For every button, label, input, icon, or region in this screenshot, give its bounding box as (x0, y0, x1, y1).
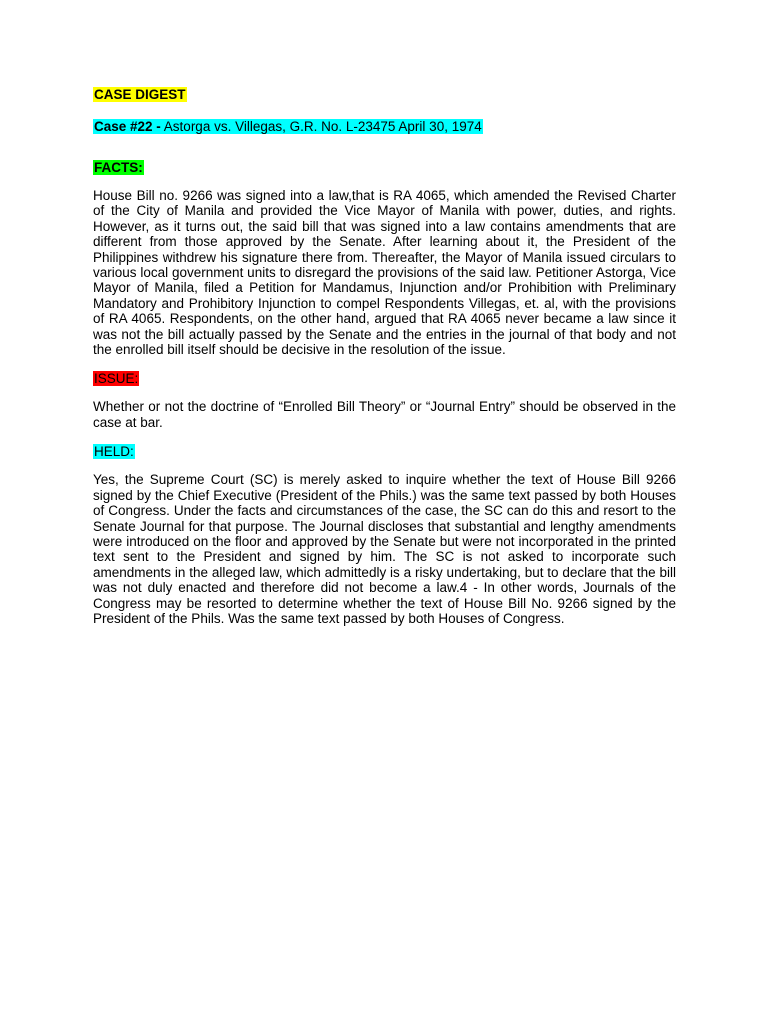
doc-title: CASE DIGEST (94, 87, 186, 102)
issue-body: Whether or not the doctrine of “Enrolled Bill Theory” or “Journal Entry” should be observed in the case at bar. (93, 399, 676, 430)
case-text: Astorga vs. Villegas, G.R. No. L-23475 April 30, 1974 (160, 119, 482, 134)
issue-heading: ISSUE: (94, 371, 139, 387)
facts-body: House Bill no. 9266 was signed into a law,that is RA 4065, which amended the Revised Charter of the City of Manila and provided the Vice Mayor of Manila with power, duties, and rights. However, as it turns out, the said bill that was signed into a law contains amendments that are different from those approved by the Senate. After learning about it, the President of the Philippines withdrew his signature there from. Thereafter, the Mayor of Manila issued circulars to various local government units to disregard the provisions of the said law. Petitioner Astorga, Vice Mayor of Manila, filed a Petition for Mandamus, Injunction and/or Prohibition with Preliminary Mandatory and Prohibitory Injunction to compel Respondents Villegas, et. al, with the provisions of RA 4065. Respondents, on the other hand, argued that RA 4065 never became a law since it was not the bill actually passed by the Senate and the entries in the journal of that body and not the enrolled bill itself should be decisive in the resolution of the issue. (93, 188, 676, 358)
case-citation (93, 119, 483, 134)
doc-title-line (93, 86, 676, 104)
facts-heading: FACTS: (94, 160, 143, 175)
issue-heading-line (93, 370, 676, 388)
case-label: Case #22 - (94, 119, 161, 134)
document-content (93, 84, 676, 626)
case-line (93, 118, 676, 136)
held-heading: HELD: (94, 444, 134, 460)
facts-heading-line (93, 159, 676, 177)
held-body: Yes, the Supreme Court (SC) is merely asked to inquire whether the text of House Bill 9266 signed by the Chief Executive (President of the Phils.) was the same text passed by both Houses of Congress. Under the facts and circumstances of the case, the SC can do this and resort to the Senate Journal for that purpose. The Journal discloses that substantial and lengthy amendments were introduced on the floor and approved by the Senate but were not incorporated in the printed text sent to the President and signed by him. The SC is not asked to incorporate such amendments in the alleged law, which admittedly is a risky undertaking, but to declare that the bill was not duly enacted and therefore did not become a law.4 - In other words, Journals of the Congress may be resorted to determine whether the text of House Bill No. 9266 signed by the President of the Phils. Was the same text passed by both Houses of Congress. (93, 472, 676, 626)
held-heading-line (93, 443, 676, 461)
